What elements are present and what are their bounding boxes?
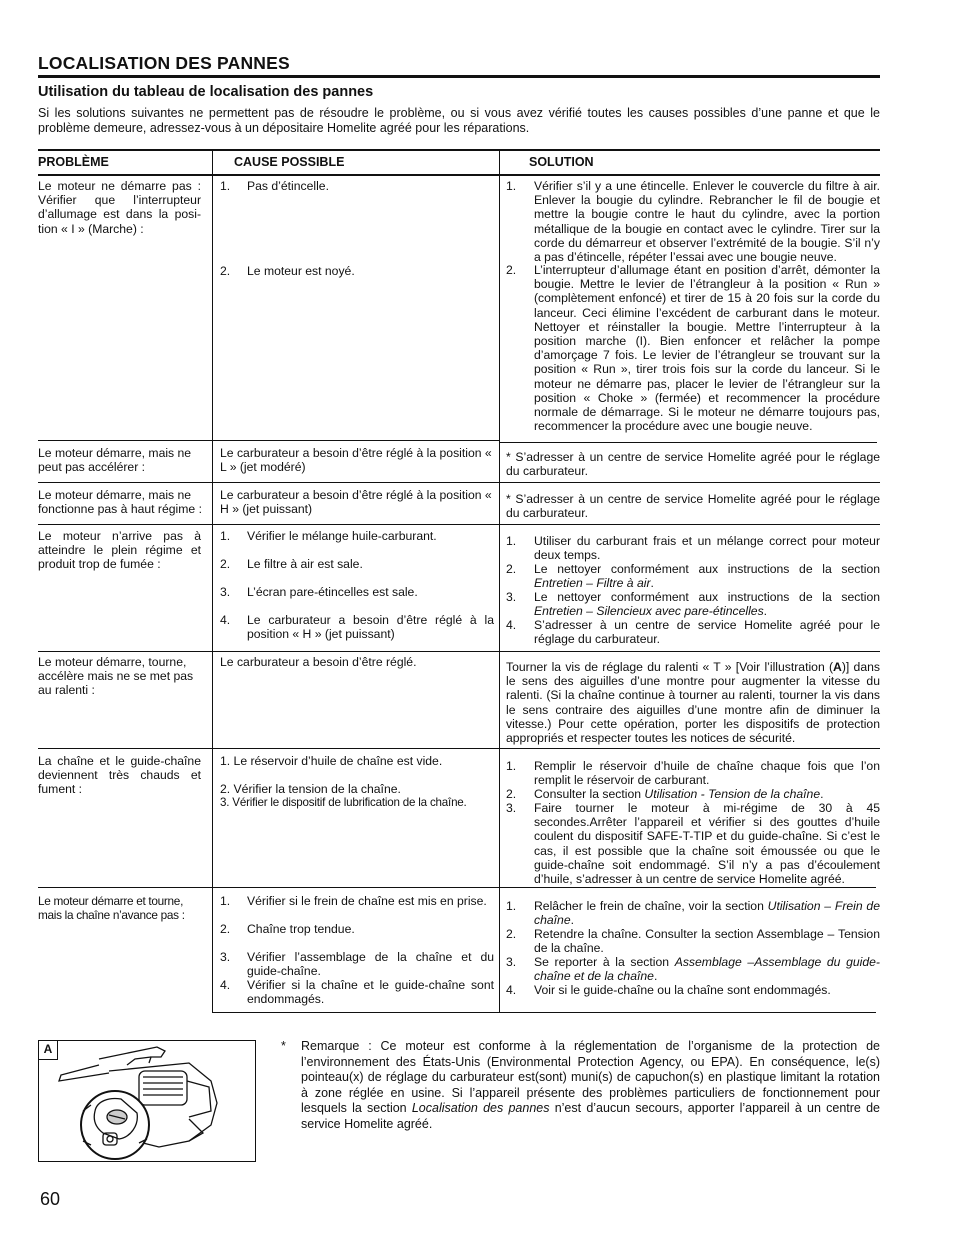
solution-item: 2. Consulter la section Utilisation - Tension de la chaîne. <box>506 787 824 801</box>
row-divider <box>212 1012 876 1013</box>
solution-item: 2. Retendre la chaîne. Consulter la section Assemblage – Tension de la chaîne. <box>506 927 880 956</box>
solution-cell: * S’adresser à un centre de service Homelite agréé pour le réglage du carburateur. <box>506 450 880 479</box>
problem-cell: Le moteur démarre, tourne, accélère mais ne se met pas au ralenti : <box>38 655 194 698</box>
cause-item: 4. Vérifier si la chaîne et le guide-chaîne sont endommagés. <box>220 978 494 1007</box>
note-asterisk: * <box>281 1039 286 1053</box>
row-divider <box>38 482 880 483</box>
column-divider <box>499 151 500 1013</box>
table-header-rule <box>38 174 880 176</box>
problem-cell: Le moteur ne démarre pas : Vérifier que l’interrupteur d’allumage est dans la posi-tion « I » (Marche) : <box>38 179 201 236</box>
cause-cell: Le carburateur a besoin d’être réglé à la position « L » (jet modéré) <box>220 446 492 475</box>
row-divider <box>499 442 877 443</box>
solution-item: 3. Se reporter à la section Assemblage –Assemblage du guide-chaîne et de la chaîne. <box>506 955 880 984</box>
title-rule <box>38 75 880 78</box>
cause-item: 4. Le carburateur a besoin d’être réglé à la position « H » (jet puissant) <box>220 613 494 642</box>
cause-item: 2. Chaîne trop tendue. <box>220 922 355 936</box>
solution-item: 1. Relâcher le frein de chaîne, voir la section Utilisation – Frein de chaîne. <box>506 899 880 928</box>
row-divider <box>38 651 880 652</box>
page-number: 60 <box>40 1189 61 1209</box>
row-divider <box>38 524 880 525</box>
solution-item: 1. Utiliser du carburant frais et un mélange correct pour moteur deux temps. <box>506 534 880 563</box>
problem-cell: La chaîne et le guide-chaîne deviennent très chauds et fument : <box>38 754 201 797</box>
table-top-rule <box>38 149 880 151</box>
problem-cell: Le moteur démarre, mais ne peut pas accélérer : <box>38 446 192 475</box>
header-probleme: PROBLÈME <box>38 155 109 169</box>
column-divider <box>212 151 213 1013</box>
cause-item: 2. Le moteur est noyé. <box>220 264 355 278</box>
row-divider <box>38 440 212 441</box>
section-subtitle: Utilisation du tableau de localisation des pannes <box>38 84 374 100</box>
solution-item: 2. Le nettoyer conformément aux instructions de la section Entretien – Filtre à air. <box>506 562 880 591</box>
illustration-label: A <box>38 1040 58 1060</box>
header-cause: CAUSE POSSIBLE <box>234 155 345 169</box>
solution-item: 4. S’adresser à un centre de service Homelite agréé pour le réglage du carburateur. <box>506 618 880 647</box>
solution-item: 4. Voir si le guide-chaîne ou la chaîne sont endommagés. <box>506 983 831 997</box>
solution-item: 3. Le nettoyer conformément aux instructions de la section Entretien – Silencieux avec pare-étincelles. <box>506 590 880 619</box>
chainsaw-icon <box>39 1041 255 1161</box>
solution-item: 1. Vérifier s’il y a une étincelle. Enlever le couvercle du filtre à air. Enlever la bougie du cylindre. Rebrancher le fil de bougie et mettre la bougie contre le haut du cylindre, avec la portion métallique de la bougie en contact avec le cylindre. Tirer sur la corde du démarreur et observer l’extrémité de la bougie. S’il n’y a pas d’étincelle, répéter l’essai avec une bougie neuve. <box>506 179 880 265</box>
cause-item: 1. Vérifier le mélange huile-carburant. <box>220 529 437 543</box>
cause-item: 1. Pas d’étincelle. <box>220 179 329 193</box>
intro-paragraph: Si les solutions suivantes ne permettent pas de résoudre le problème, ou si vous avez vérifié toutes les causes possibles d’une panne et que le problème demeure, adressez-vous à un dépositaire Homelite agréé pour les réparations. <box>38 106 880 135</box>
row-divider <box>38 748 880 749</box>
cause-item: 1. Vérifier si le frein de chaîne est mis en prise. <box>220 894 487 908</box>
solution-item: 2. L’interrupteur d’allumage étant en position d’arrêt, démonter la bougie. Mettre le levier de l’étrangleur à la position « Run » (complètement enfoncé) et tirer de 15 à 20 fois sur la corde du lanceur. Ceci élimine l’excédent de carburant dans le moteur. Nettoyer et réinstaller la bougie. Mettre l’interrupteur à la position marche (I). Bien enfoncer et relâcher la pompe d’amorçage 7 fois. Le levier de l’étrangleur se trouvant sur la position « Run », tirer trois fois sur la corde du lanceur. Si le moteur ne démarre pas, placer le levier de l’étrangleur sur la position « Choke » (fermée) et recommencer la procédure normale de démarrage. Si le moteur ne démarre toujours pas, recommencer la procédure avec une bougie neuve. <box>506 263 880 434</box>
cause-item: 2. Vérifier la tension de la chaîne. <box>220 782 401 796</box>
row-divider <box>212 440 499 441</box>
epa-note: Remarque : Ce moteur est conforme à la réglementation de l’organisme de la protection de l’environnement des États-Unis (Environmental Protection Agency, ou EPA). En conséquence, le(s) pointeau(x) de réglage du carburateur est(sont) muni(s) de capuchon(s) en plastique limitant la rotation à zone réglée en usine. Si l’appareil présente des problèmes particuliers de fonctionnement pour lesquels la section Localisation des pannes n’est d’aucun secours, apporter l’appareil à un centre de service Homelite agréé. <box>301 1039 880 1131</box>
page-title: LOCALISATION DES PANNES <box>38 53 290 73</box>
cause-item: 1. Le réservoir d’huile de chaîne est vide. <box>220 754 443 768</box>
solution-item: 1. Remplir le réservoir d’huile de chaîne chaque fois que l’on remplit le réservoir de carburant. <box>506 759 880 788</box>
problem-cell: Le moteur démarre, mais ne fonctionne pas à haut régime : <box>38 488 202 517</box>
cause-item: 3. Vérifier le dispositif de lubrification de la chaîne. <box>220 796 467 809</box>
cause-item: 3. Vérifier l’assemblage de la chaîne et du guide-chaîne. <box>220 950 494 979</box>
row-divider <box>38 887 876 888</box>
problem-cell: Le moteur n’arrive pas à atteindre le plein régime et produit trop de fumée : <box>38 529 201 572</box>
solution-cell: * S’adresser à un centre de service Homelite agréé pour le réglage du carburateur. <box>506 492 880 521</box>
problem-cell: Le moteur démarre et tourne, mais la chaîne n’avance pas : <box>38 894 185 923</box>
cause-cell: Le carburateur a besoin d’être réglé à la position « H » (jet puissant) <box>220 488 492 517</box>
cause-cell: Le carburateur a besoin d’être réglé. <box>220 655 417 669</box>
header-solution: SOLUTION <box>529 155 594 169</box>
solution-cell: Tourner la vis de réglage du ralenti « T » [Voir l’illustration (A)] dans le sens des aiguilles d’une montre pour augmenter la vitesse du ralenti. (Si la chaîne continue à tourner au ralenti, tourner la vis dans le sens contraire des aiguilles d’une montre afin de diminuer la vitesse.) Pour cette opération, porter les dispositifs de protection appropriés et respecter toutes les notices de sécurité. <box>506 660 880 746</box>
solution-item: 3. Faire tourner le moteur à mi-régime de 30 à 45 secondes.Arrêter l’appareil et vérifier si des gouttes d’huile coulent du dispositif SAFE-T-TIP et du guide-chaîne. Si c’est le cas, il est possible que la chaîne soit émoussée ou que le guide-chaîne soit endommagé. S’il n’y a pas d’écoulement d’huile, s’adresser à un centre de service Homelite agréé. <box>506 801 880 887</box>
chainsaw-illustration <box>38 1040 256 1162</box>
cause-item: 3. L’écran pare-étincelles est sale. <box>220 585 418 599</box>
cause-item: 2. Le filtre à air est sale. <box>220 557 363 571</box>
